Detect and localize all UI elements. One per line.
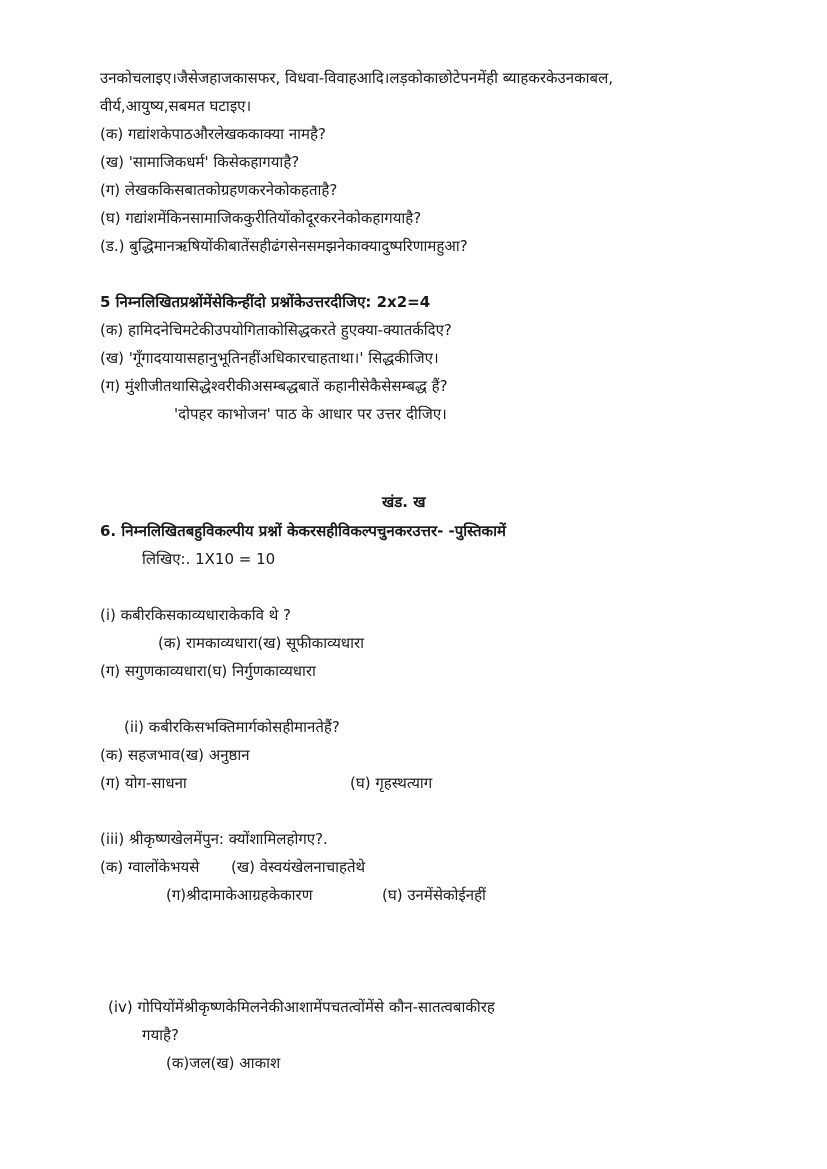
q4-option-d: (घ) गद्यांशमेंकिनसामाजिककुरीतियोंकोदूरकरनेकोकहागयाहै? — [100, 209, 422, 227]
q5-option-b: (ख) 'गूँगादयायासहानुभूतिनहींअधिकारचाहताथा।' सिद्धकीजिए। — [100, 349, 439, 367]
q5-option-c: (ग) मुंशीजीतथासिद्धेश्वरीकीअसम्बद्धबातें कहानीसेकैसेसम्बद्ध हैं? — [100, 377, 448, 395]
q4-option-b: (ख) 'सामाजिकधर्म' किसेकहागयाहै? — [100, 153, 300, 171]
q4-option-e: (ड.) बुद्धिमानऋषियोंकीबातेंसहीढंगसेनसमझनेकाक्यादुष्परिणामहुआ? — [100, 237, 468, 255]
q6-ii-options-ab: (क) सहजभाव(ख) अनुष्ठान — [100, 746, 250, 764]
q6-iii-option-b: (ख) वेस्वयंखेलनाचाहतेथे — [231, 858, 366, 876]
q6-ii-option-c: (ग) योग-साधना — [100, 774, 187, 792]
q6-ii-option-d: (घ) गृहस्थत्याग — [350, 774, 433, 792]
q5-note: 'दोपहर काभोजन' पाठ के आधार पर उत्तर दीजिए। — [174, 405, 447, 423]
q6-i-options-cd: (ग) सगुणकाव्यधारा(घ) निर्गुणकाव्यधारा — [100, 662, 316, 680]
passage-line-1: उनकोचलाइए।जैसेजहाजकासफर, विधवा-विवाहआदि।लड़कोकाछोटेपनमेंही ब्याहकरकेउनकाबल, — [100, 69, 614, 87]
q6-i-question: (i) कबीरकिसकाव्यधाराकेकवि थे ? — [100, 606, 292, 624]
q6-iii-option-d: (घ) उनमेंसेकोईनहीं — [382, 886, 486, 904]
q6-i-options-ab: (क) रामकाव्यधारा(ख) सूफीकाव्यधारा — [158, 634, 365, 652]
q6-heading-marks: लिखिए:. 1X10 = 10 — [142, 550, 276, 568]
section-title: खंड. ख — [382, 493, 426, 511]
q4-option-c: (ग) लेखककिसबातकोग्रहणकरनेकोकहताहै? — [100, 181, 338, 199]
q6-iii-option-a: (क) ग्वालोंकेभयसे — [100, 858, 200, 876]
q6-iii-question: (iii) श्रीकृष्णखेलमेंपुन: क्योंशामिलहोगए?. — [100, 830, 328, 848]
q6-iv-question: (iv) गोपियोंमेंश्रीकृष्णकेमिलनेकीआशामेंपचतत्वोंमेंसे कौन-सातत्वबाकीरह — [108, 998, 495, 1016]
q6-heading: 6. निम्नलिखितबहुविकल्पीय प्रश्नों केकरसहीविकल्पचुनकरउत्तर- -पुस्तिकामें — [100, 522, 506, 540]
q6-iii-option-c: (ग)श्रीदामाकेआग्रहकेकारण — [166, 886, 313, 904]
q6-iv-options-ab: (क)जल(ख) आकाश — [166, 1054, 281, 1072]
q5-heading: 5 निम्नलिखितप्रश्नोंमेंसेकिन्हींदो प्रश्नोंकेउत्तरदीजिए: 2x2=4 — [100, 293, 431, 311]
q6-iv-question-cont: गयाहै? — [142, 1026, 179, 1044]
q5-option-a: (क) हामिदनेचिमटेकीउपयोगिताकोसिद्धकरते हुएक्या-क्यातर्कदिए? — [100, 321, 452, 339]
passage-line-2: वीर्य,आयुष्य,सबमत घटाइए। — [100, 97, 252, 115]
q4-option-a: (क) गद्यांशकेपाठऔरलेखककाक्या नामहै? — [100, 125, 326, 143]
q6-ii-question: (ii) कबीरकिसभक्तिमार्गकोसहीमानतेहैं? — [124, 718, 340, 736]
